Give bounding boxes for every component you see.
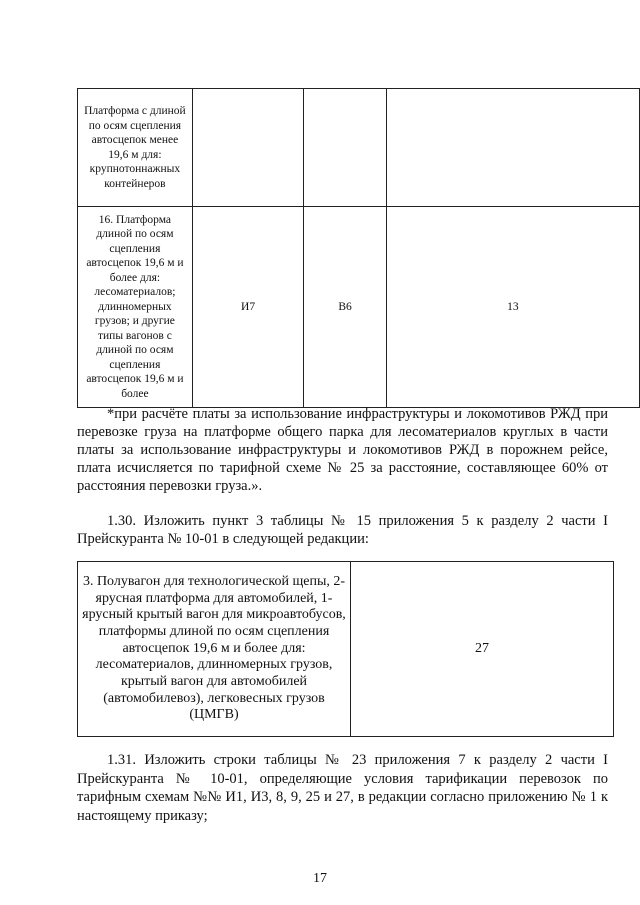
wagon-type-cell: Платформа с длиной по осям сцепления автосцепок менее 19,6 м для: крупнотоннажных контейнеров: [78, 89, 193, 207]
tariff-table-continued: [77, 88, 640, 408]
scheme-cell: 13: [386, 207, 639, 408]
scheme-cell: [386, 89, 639, 207]
paragraph-1-31: 1.31. Изложить строки таблицы № 23 приложения 7 к разделу 2 части I Прейскуранта № 10-01, определяющие условия тарификации перевозок по тарифным схемам №№ И1, И3, 8, 9, 25 и 27, в редакции согласно приложению № 1 к настоящему приказу;: [77, 752, 608, 824]
wagon-type-cell: 3. Полувагон для технологической щепы, 2-ярусная платформа для автомобилей, 1-ярусный крытый вагон для микроавтобусов, платформы длиной по осям сцепления автосцепок 19,6 м и более для: лесоматериалов, длинномерных грузов, крытый вагон для автомобилей (автомобилевоз), легковесных грузов (ЦМГВ): [78, 562, 351, 737]
scheme-cell: И7: [192, 207, 303, 408]
paragraph-1-30: 1.30. Изложить пункт 3 таблицы № 15 приложения 5 к разделу 2 части I Прейскуранта № 10-01 в следующей редакции:: [77, 513, 608, 547]
page-number: 17: [313, 871, 327, 886]
table-row: [78, 207, 640, 408]
replacement-table: [77, 561, 614, 737]
value-cell: 27: [351, 562, 614, 737]
scheme-cell: [192, 89, 303, 207]
scheme-cell: [304, 89, 386, 207]
table-row: [78, 89, 640, 207]
wagon-type-cell: 16. Платформа длиной по осям сцепления автосцепок 19,6 м и более для: лесоматериалов; длинномерных грузов; и другие типы вагонов с длиной по осям сцепления автосцепок 19,6 м и более: [78, 207, 193, 408]
footnote-paragraph: *при расчёте платы за использование инфраструктуры и локомотивов РЖД при перевозке груза на платформе общего парка для лесоматериалов круглых в части платы за использование инфраструктуры и локомотивов РЖД в порожнем рейсе, плата исчисляется по тарифной схеме № 25 за расстояние, составляющее 60% от расстояния перевозки груза.».: [77, 406, 608, 494]
scheme-cell: В6: [304, 207, 386, 408]
table-row: [78, 562, 614, 737]
